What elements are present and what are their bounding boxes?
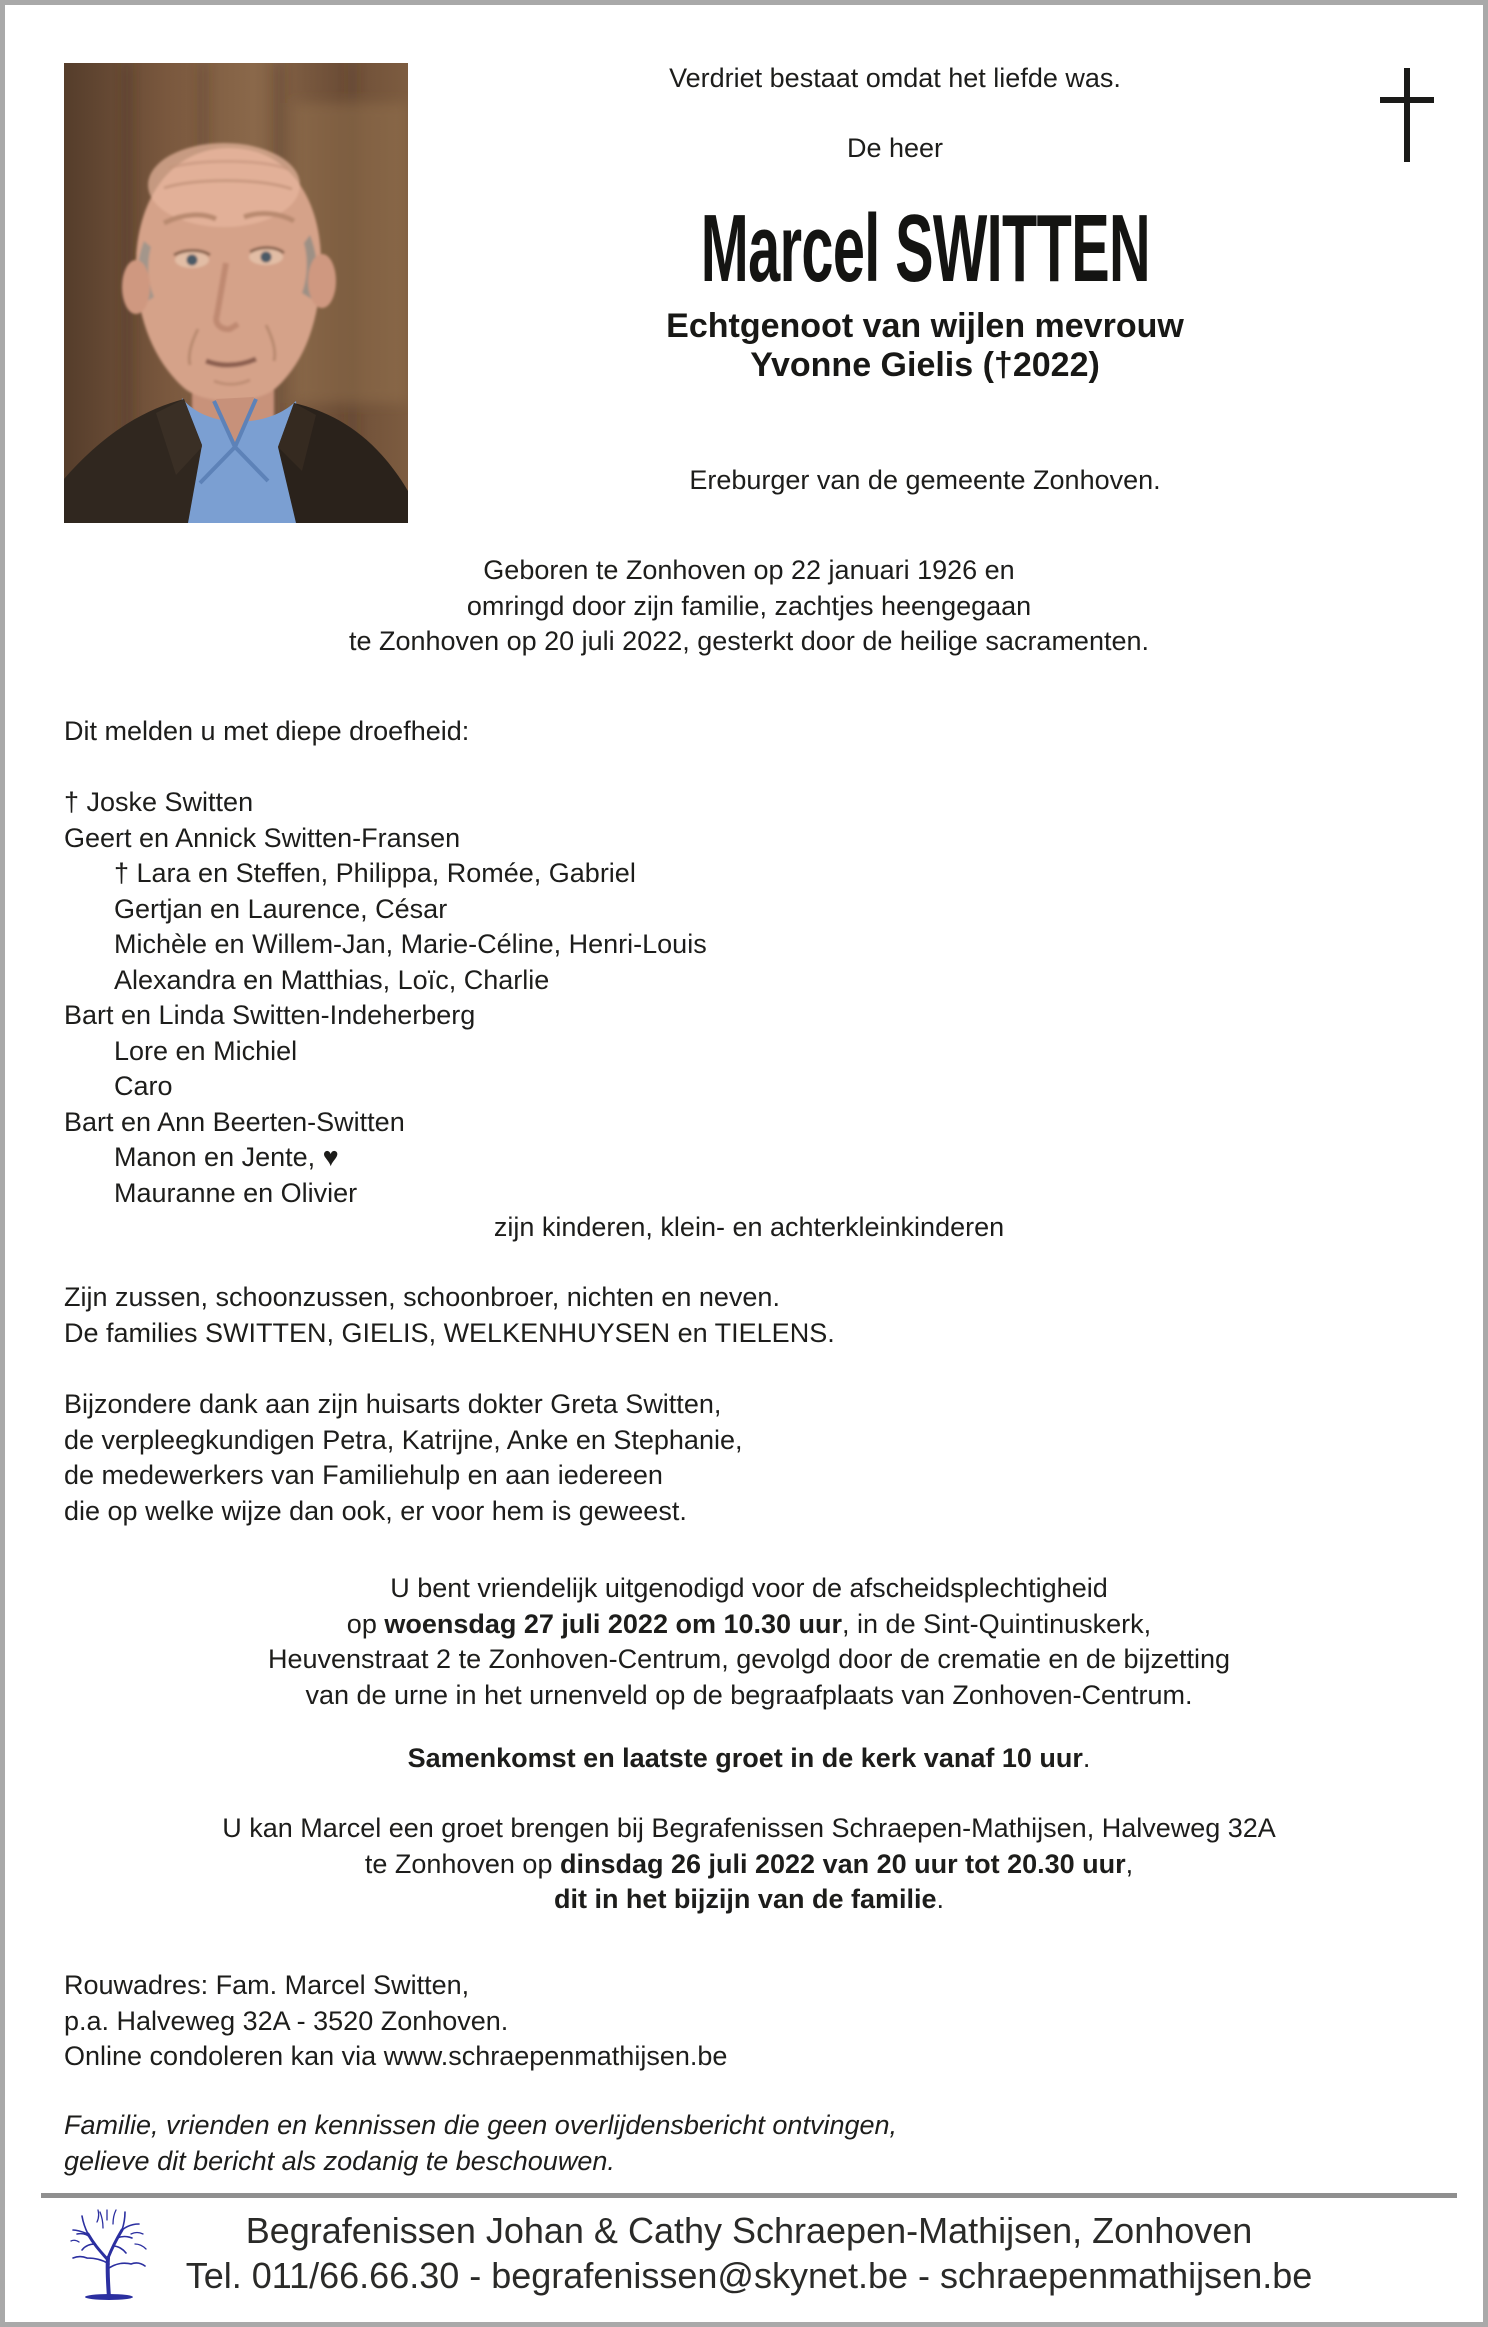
- ceremony-line: [5, 1642, 1488, 1678]
- mourning-address-line: p.a. Halveweg 32A - 3520 Zonhoven.: [64, 2005, 509, 2036]
- family-member-line: Bart en Ann Beerten-Switten: [64, 1106, 405, 1137]
- ceremony-line-text: Heuvenstraat 2 te Zonhoven-Centrum, gevolgd door de crematie en de bijzetting: [267, 1644, 1231, 1674]
- visitation-line-text: ,: [1125, 1848, 1134, 1879]
- visitation-block: [5, 1811, 1488, 1918]
- deceased-name: Marcel SWITTEN: [700, 195, 1150, 302]
- visitation-line: [5, 1847, 1488, 1883]
- mourning-address-block: [64, 1968, 727, 2075]
- family-member-line: Manon en Jente, ♥: [114, 1142, 339, 1172]
- family-member-line: Lore en Michiel: [114, 1035, 298, 1066]
- thanks-line: de medewerkers van Familiehulp en aan iedereen: [64, 1460, 663, 1490]
- visitation-line-text: .: [936, 1884, 945, 1914]
- ceremony-line-text: van de urne in het urnenveld op de begraafplaats van Zonhoven-Centrum.: [305, 1679, 1193, 1710]
- portrait-photo: [64, 63, 408, 523]
- footer-divider: [41, 2193, 1457, 2198]
- portrait-photo-image: [64, 63, 408, 523]
- thanks-line: de verpleegkundigen Petra, Katrijne, Anke en Stephanie,: [64, 1424, 743, 1455]
- visitation-line: [5, 1882, 1488, 1918]
- gathering-line-emphasis: Samenkomst en laatste groet in de kerk vanaf 10 uur: [407, 1743, 1083, 1773]
- mourning-address-line: Rouwadres: Fam. Marcel Switten,: [64, 1970, 470, 2000]
- cross-horizontal-bar: [1380, 97, 1434, 103]
- family-member-line: Michèle en Willem-Jan, Marie-Céline, Henri-Louis: [114, 929, 707, 959]
- family-closing-line: zijn kinderen, klein- en achterkleinkinderen: [493, 1212, 1005, 1242]
- spouse-block: [408, 307, 1442, 385]
- gathering-line: [5, 1741, 1488, 1777]
- ceremony-line-emphasis: woensdag 27 juli 2022 om 10.30 uur: [384, 1608, 843, 1639]
- honorary-line: Ereburger van de gemeente Zonhoven.: [689, 465, 1161, 495]
- thanks-block: [64, 1387, 742, 1529]
- ceremony-line-text: op: [346, 1608, 385, 1639]
- visitation-line-emphasis: dinsdag 26 juli 2022 van 20 uur tot 20.30 uur: [559, 1848, 1126, 1879]
- announcement-line: Dit melden u met diepe droefheid:: [64, 716, 470, 746]
- ceremony-line: [5, 1571, 1488, 1607]
- salutation-line: De heer: [846, 133, 944, 163]
- thanks-line: die op welke wijze dan ook, er voor hem is geweest.: [64, 1495, 687, 1526]
- visitation-line-text: te Zonhoven op: [364, 1848, 560, 1879]
- relatives-block: [64, 1280, 835, 1351]
- relatives-line: De families SWITTEN, GIELIS, WELKENHUYSEN en TIELENS.: [64, 1317, 835, 1348]
- ceremony-line: [5, 1607, 1488, 1643]
- quote-line: Verdriet bestaat omdat het liefde was.: [669, 63, 1121, 93]
- family-member-line: Alexandra en Matthias, Loïc, Charlie: [114, 964, 550, 995]
- birth-death-block: [5, 553, 1488, 660]
- birth-death-line: te Zonhoven op 20 juli 2022, gesterkt door de heilige sacramenten.: [348, 626, 1150, 656]
- spouse-line: Yvonne Gielis (†2022): [750, 346, 1100, 384]
- family-list: [64, 785, 1164, 1211]
- relatives-line: Zijn zussen, schoonzussen, schoonbroer, nichten en neven.: [64, 1282, 780, 1312]
- birth-death-line: Geboren te Zonhoven op 22 januari 1926 en: [483, 555, 1015, 585]
- footer-contact-line: Tel. 011/66.66.30 - begrafenissen@skynet.be - schraepenmathijsen.be: [185, 2255, 1313, 2296]
- deceased-name-row: [408, 195, 1442, 302]
- ceremony-block: [5, 1571, 1488, 1713]
- notice-line: Familie, vrienden en kennissen die geen overlijdensbericht ontvingen,: [64, 2110, 898, 2140]
- family-member-line: † Joske Switten: [64, 787, 254, 817]
- family-member-line: Caro: [114, 1071, 173, 1101]
- ceremony-line-text: , in de Sint-Quintinuskerk,: [842, 1608, 1152, 1639]
- visitation-line-emphasis: dit in het bijzijn van de familie: [553, 1884, 937, 1914]
- visitation-line: [5, 1811, 1488, 1847]
- thanks-line: Bijzondere dank aan zijn huisarts dokter Greta Switten,: [64, 1389, 722, 1419]
- family-member-line: Mauranne en Olivier: [114, 1177, 358, 1208]
- mourning-address-line: Online condoleren kan via www.schraepenmathijsen.be: [64, 2041, 728, 2071]
- gathering-line-text: .: [1082, 1743, 1091, 1773]
- spouse-line: Echtgenoot van wijlen mevrouw: [666, 307, 1184, 345]
- visitation-line-text: U kan Marcel een groet brengen bij Begrafenissen Schraepen-Mathijsen, Halveweg 32A: [222, 1813, 1276, 1843]
- ceremony-line: [5, 1678, 1488, 1714]
- family-member-line: Bart en Linda Switten-Indeherberg: [64, 1000, 476, 1030]
- birth-death-line: omringd door zijn familie, zachtjes heengegaan: [466, 590, 1032, 621]
- family-member-line: Gertjan en Laurence, César: [114, 893, 448, 924]
- footer-company-line: Begrafenissen Johan & Cathy Schraepen-Mathijsen, Zonhoven: [245, 2210, 1253, 2251]
- notice-line: gelieve dit bericht als zodanig te beschouwen.: [64, 2145, 615, 2176]
- ceremony-line-text: U bent vriendelijk uitgenodigd voor de afscheidsplechtigheid: [390, 1573, 1108, 1603]
- notice-block: [64, 2108, 897, 2179]
- family-member-line: † Lara en Steffen, Philippa, Romée, Gabriel: [114, 858, 636, 888]
- family-member-line: Geert en Annick Switten-Fransen: [64, 822, 461, 853]
